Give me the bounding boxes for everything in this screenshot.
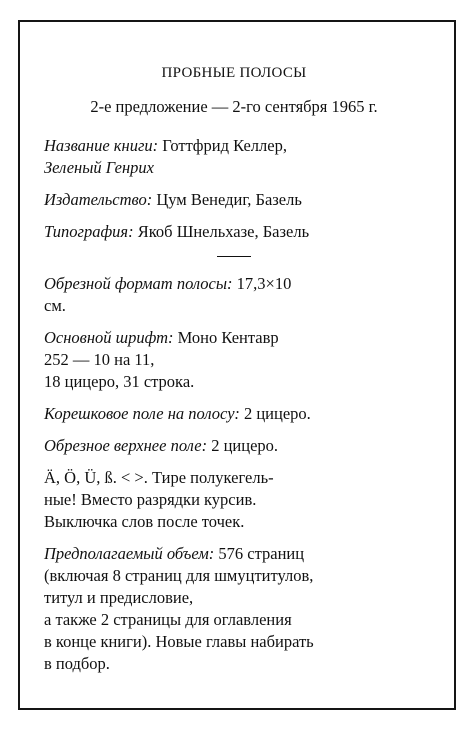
section-divider: [217, 256, 251, 257]
printer-label: Типография:: [44, 222, 134, 241]
document-title: ПРОБНЫЕ ПОЛОСЫ: [161, 65, 307, 81]
publisher-field: [44, 189, 424, 211]
notes-line-3: Выключка слов после точек.: [44, 512, 245, 531]
notes-line-1: Ä, Ö, Ü, ß. < >. Тире полукегель-: [44, 468, 274, 487]
book-title: Зеленый Генрих: [44, 158, 154, 177]
trim-format-unit: см.: [44, 296, 66, 315]
top-margin-field: [44, 435, 424, 457]
top-margin-value: 2 цицеро.: [211, 436, 279, 455]
trim-format-field: [44, 273, 424, 317]
trim-format-value: 17,3×10: [236, 274, 292, 293]
book-title-label: Название книги:: [44, 136, 159, 155]
main-font-label: Основной шрифт:: [44, 328, 174, 347]
date-line: 2-е предложение — 2-го сентября 1965 г.: [90, 97, 378, 116]
volume-value: 576 страниц: [218, 544, 305, 563]
publisher-label: Издательство:: [44, 190, 153, 209]
printer-field: [44, 221, 424, 243]
volume-field: [44, 543, 424, 675]
volume-line-6: в подбор.: [44, 654, 110, 673]
book-author: Готтфрид Келлер,: [162, 136, 287, 155]
typesetting-notes: [44, 467, 424, 533]
main-font-field: [44, 327, 424, 393]
printer-value: Якоб Шнельхазе, Базель: [137, 222, 310, 241]
volume-line-4: а также 2 страницы для оглавления: [44, 610, 292, 629]
spine-margin-field: [44, 403, 424, 425]
spine-margin-value: 2 цицеро.: [243, 404, 311, 423]
main-font-value: Моно Кентавр: [177, 328, 279, 347]
proof-sheet: [44, 62, 424, 685]
volume-line-5: в конце книги). Новые главы набирать: [44, 632, 314, 651]
spine-margin-label: Корешковое поле на полосу:: [44, 404, 240, 423]
main-font-size: 252 — 10 на 11,: [44, 350, 155, 369]
publisher-value: Цум Венедиг, Базель: [156, 190, 302, 209]
volume-line-3: титул и предисловие,: [44, 588, 194, 607]
main-font-measure: 18 цицеро, 31 строка.: [44, 372, 195, 391]
notes-line-2: ные! Вместо разрядки курсив.: [44, 490, 257, 509]
volume-label: Предполагаемый объем:: [44, 544, 215, 563]
trim-format-label: Обрезной формат полосы:: [44, 274, 233, 293]
volume-line-2: (включая 8 страниц для шмуцтитулов,: [44, 566, 314, 585]
book-title-field: [44, 135, 424, 179]
top-margin-label: Обрезное верхнее поле:: [44, 436, 208, 455]
